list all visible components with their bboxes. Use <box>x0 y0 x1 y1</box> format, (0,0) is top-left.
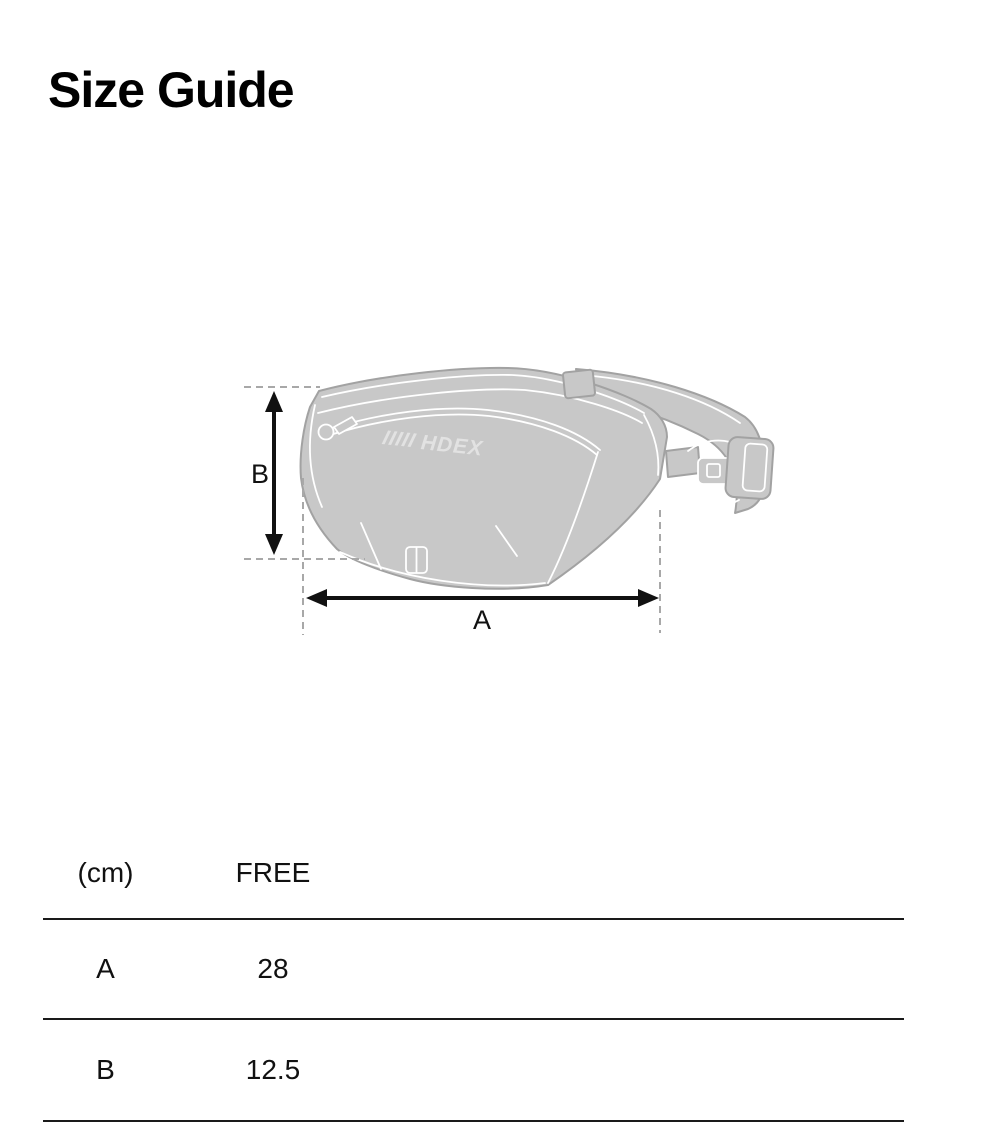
brand-logo-text: HDEX <box>419 431 485 461</box>
header-size-cell: FREE <box>235 857 311 888</box>
header-unit-cell: (cm) <box>77 857 134 888</box>
table-row <box>43 918 904 1018</box>
strap-stub <box>666 447 700 477</box>
buckle-female <box>725 437 774 500</box>
dimension-cell: A <box>96 953 115 984</box>
table-header-row <box>43 828 904 918</box>
size-diagram <box>230 355 790 645</box>
bottom-keeper <box>406 547 427 573</box>
page-title: Size Guide <box>48 62 294 118</box>
table-row <box>43 1018 904 1122</box>
bag-illustration <box>301 368 667 589</box>
value-cell: 12.5 <box>245 1054 301 1085</box>
size-table <box>43 828 904 1122</box>
dimension-label-a: A <box>472 605 492 635</box>
dimension-label-b: B <box>250 459 270 489</box>
strap-keeper <box>563 370 596 399</box>
dimension-cell: B <box>96 1054 115 1085</box>
value-cell: 28 <box>257 953 289 984</box>
